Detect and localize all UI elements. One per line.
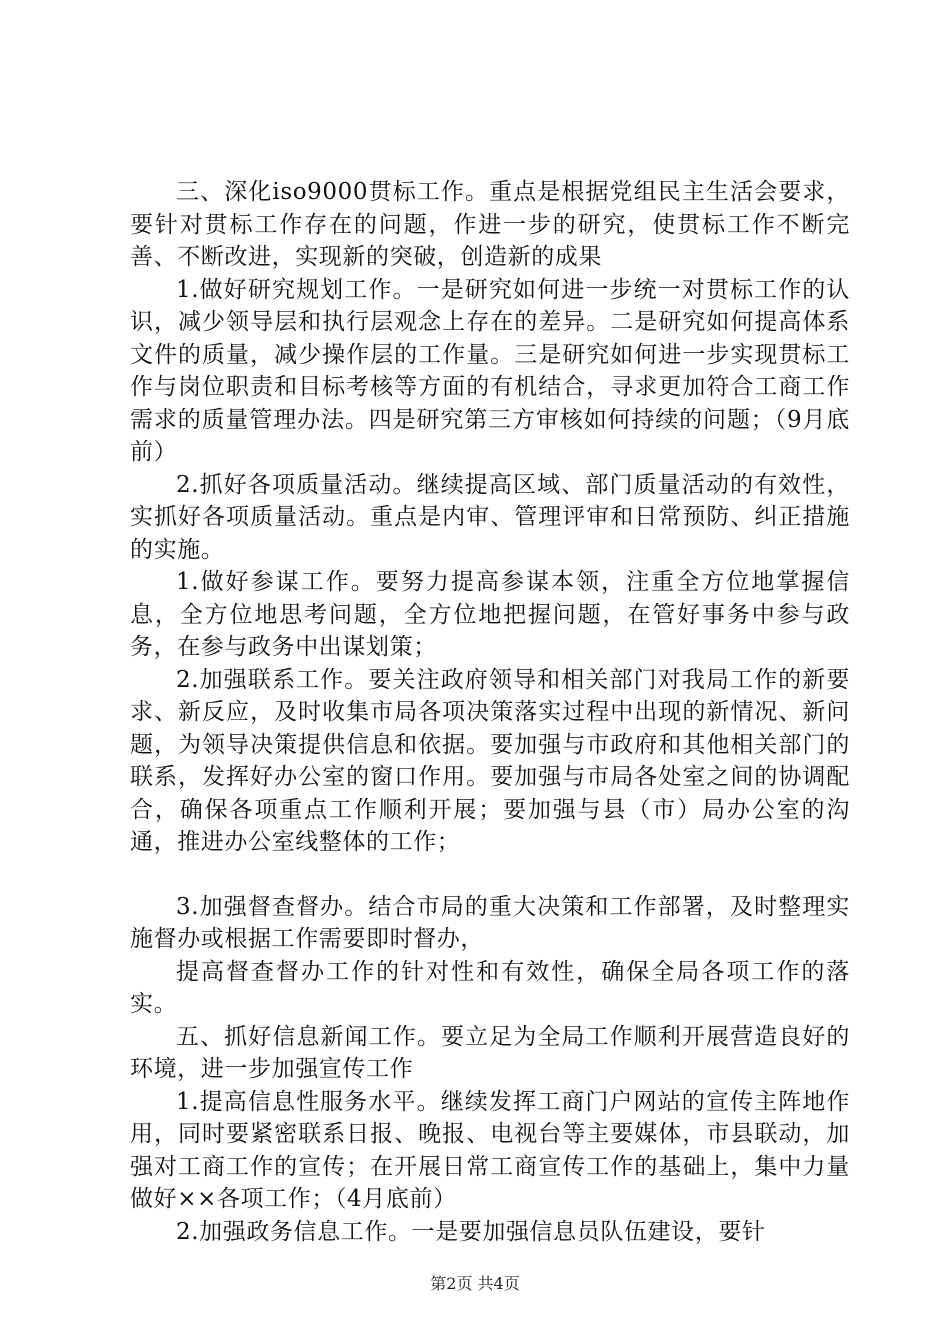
- paragraph-supervision: 3.加强督查督办。结合市局的重大决策和工作部署，及时整理实施督办或根据工作需要即时督办，: [130, 893, 850, 952]
- page-number-footer: 第2页 共4页: [430, 1274, 520, 1293]
- paragraph-government-info: 2.加强政务信息工作。一是要加强信息员队伍建设，要针: [176, 1218, 766, 1245]
- paragraph-information-service: 1.提高信息性服务水平。继续发挥工商门户网站的宣传主阵地作用，同时要紧密联系日报、晚报、电视台等主要媒体，市县联动，加强对工商工作的宣传；在开展日常工商宣传工作的基础上，集中力量做好××各项工作；（4月底前）: [130, 1088, 850, 1212]
- paragraph-advisory-work: 1.做好参谋工作。要努力提高参谋本领，注重全方位地掌握信息，全方位地思考问题，全方位地把握问题，在管好事务中参与政务，在参与政务中出谋划策；: [130, 569, 850, 660]
- document-body: [130, 176, 850, 1248]
- paragraph-quality-activities: 2.抓好各项质量活动。继续提高区域、部门质量活动的有效性，实抓好各项质量活动。重点是内审、管理评审和日常预防、纠正措施的实施。: [130, 471, 850, 563]
- paragraph-section-five: 五、抓好信息新闻工作。要立足为全局工作顺利开展营造良好的环境，进一步加强宣传工作: [130, 1023, 850, 1082]
- paragraph-section-three: 三、深化iso9000贯标工作。重点是根据党组民主生活会要求，要针对贯标工作存在的问题，作进一步的研究，使贯标工作不断完善、不断改进，实现新的突破，创造新的成果: [130, 179, 850, 270]
- paragraph-supervision-continued: 提高督查督办工作的针对性和有效性，确保全局各项工作的落实。: [130, 958, 850, 1017]
- paragraph-liaison-work: 2.加强联系工作。要关注政府领导和相关部门对我局工作的新要求、新反应，及时收集市局各项决策落实过程中出现的新情况、新问题，为领导决策提供信息和依据。要加强与市政府和其他相关部门的联系，发挥好办公室的窗口作用。要加强与市局各处室之间的协调配合，确保各项重点工作顺利开展；要加强与县（市）局办公室的沟通，推进办公室线整体的工作；: [130, 666, 850, 855]
- paragraph-research-planning: 1.做好研究规划工作。一是研究如何进一步统一对贯标工作的认识，减少领导层和执行层观念上存在的差异。二是研究如何提高体系文件的质量，减少操作层的工作量。三是研究如何进一步实现贯标工作与岗位职责和目标考核等方面的有机结合，寻求更加符合工商工作需求的质量管理办法。四是研究第三方审核如何持续的问题；（9月底前）: [130, 276, 850, 465]
